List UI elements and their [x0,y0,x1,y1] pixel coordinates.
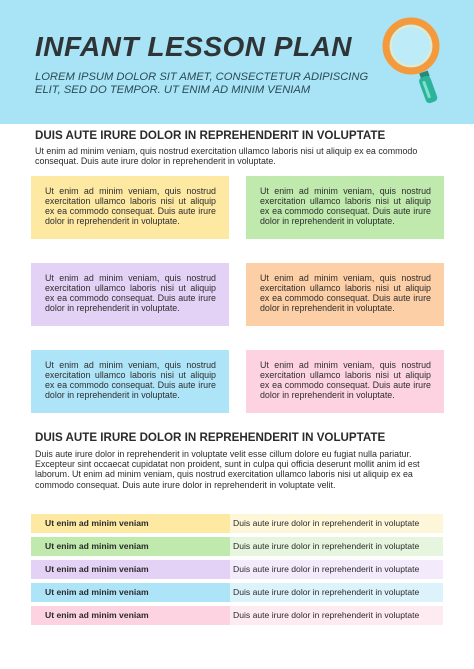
table-cell-description: Duis aute irure dolor in reprehenderit in voluptate [230,583,443,602]
page-title: INFANT LESSON PLAN [35,31,353,62]
table-row [31,514,443,537]
section-2-text: Duis aute irure dolor in reprehenderit in voluptate velit esse cillum dolore eu fugiat nulla pariatur. Excepteur sint occaecat cupidatat non proident, sunt in culpa qui officia deserunt mollit anim id est laborum. Ut enim ad minim veniam, quis nostrud exercitation ullamco laboris nisi ut aliquip ex ea commodo consequat. Duis aute irure dolor in reprehenderit in voluptate velit. [35,449,420,490]
activity-card-4: Ut enim ad minim veniam, quis nostrud exercitation ullamco laboris nisi ut aliquip ex ea commodo consequat. Duis aute irure dolor in reprehenderit in voluptate. [246,263,444,326]
activity-card-3: Ut enim ad minim veniam, quis nostrud exercitation ullamco laboris nisi ut aliquip ex ea commodo consequat. Duis aute irure dolor in reprehenderit in voluptate. [31,263,229,326]
table-row [31,560,443,583]
activity-card-6: Ut enim ad minim veniam, quis nostrud exercitation ullamco laboris nisi ut aliquip ex ea commodo consequat. Duis aute irure dolor in reprehenderit in voluptate. [246,350,444,413]
activity-card-1: Ut enim ad minim veniam, quis nostrud exercitation ullamco laboris nisi ut aliquip ex ea commodo consequat. Duis aute irure dolor in reprehenderit in voluptate. [31,176,229,239]
table-cell-activity: Ut enim ad minim veniam [31,560,230,579]
page-subtitle: LOREM IPSUM DOLOR SIT AMET, CONSECTETUR ADIPISCING ELIT, SED DO TEMPOR. UT ENIM AD MINIM VENIAM [35,71,369,96]
section-1-text: Ut enim ad minim veniam, quis nostrud exercitation ullamco laboris nisi ut aliquip ex ea commodo consequat. Duis aute irure dolor in reprehenderit in voluptate. [35,146,418,167]
activity-card-2: Ut enim ad minim veniam, quis nostrud exercitation ullamco laboris nisi ut aliquip ex ea commodo consequat. Duis aute irure dolor in reprehenderit in voluptate. [246,176,444,239]
table-cell-description: Duis aute irure dolor in reprehenderit in voluptate [230,606,443,625]
table-row [31,537,443,560]
table-cell-activity: Ut enim ad minim veniam [31,514,230,533]
table-cell-description: Duis aute irure dolor in reprehenderit in voluptate [230,537,443,556]
table-row [31,583,443,606]
table-cell-activity: Ut enim ad minim veniam [31,583,230,602]
section-2-title: DUIS AUTE IRURE DOLOR IN REPREHENDERIT IN VOLUPTATE [35,431,386,444]
table-cell-description: Duis aute irure dolor in reprehenderit in voluptate [230,514,443,533]
table-cell-activity: Ut enim ad minim veniam [31,606,230,625]
section-1-title: DUIS AUTE IRURE DOLOR IN REPREHENDERIT IN VOLUPTATE [35,129,386,142]
magnifying-glass-icon [381,14,443,106]
table-row [31,606,443,629]
activity-card-5: Ut enim ad minim veniam, quis nostrud exercitation ullamco laboris nisi ut aliquip ex ea commodo consequat. Duis aute irure dolor in reprehenderit in voluptate. [31,350,229,413]
table-cell-description: Duis aute irure dolor in reprehenderit in voluptate [230,560,443,579]
table-cell-activity: Ut enim ad minim veniam [31,537,230,556]
header-banner [0,0,474,124]
schedule-table [31,514,443,629]
